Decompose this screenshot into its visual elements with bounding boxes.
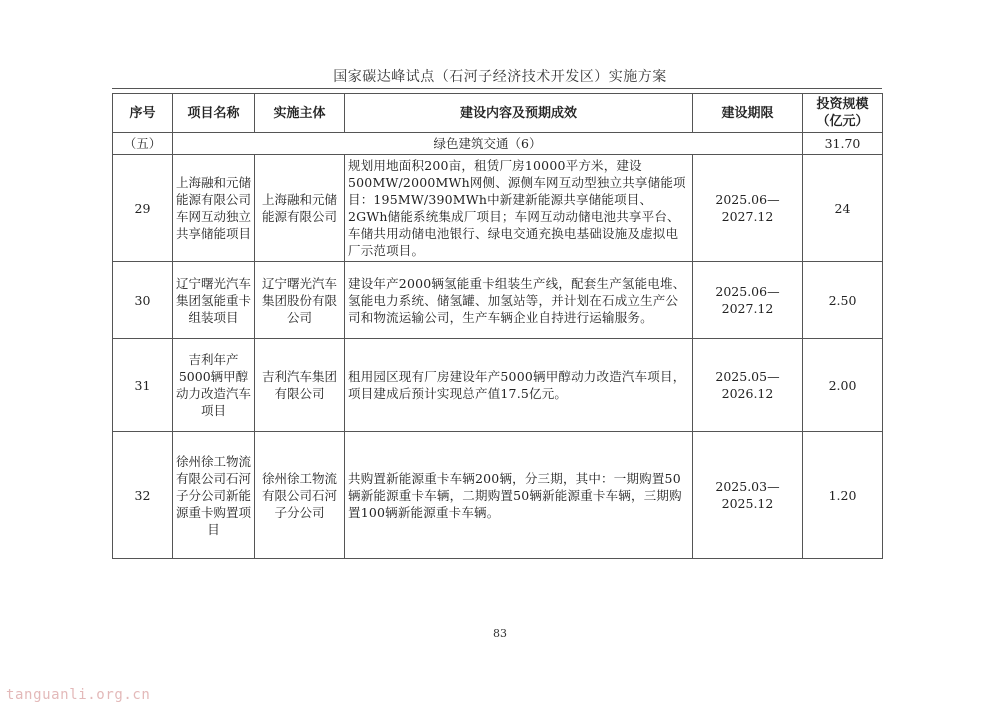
row-content: 共购置新能源重卡车辆200辆，分三期，其中：一期购置50辆新能源重卡车辆，二期购置50辆新能源重卡车辆，三期购置100辆新能源重卡车辆。 bbox=[345, 432, 693, 559]
header-content: 建设内容及预期成效 bbox=[345, 94, 693, 133]
table-row bbox=[113, 432, 883, 559]
header-seq: 序号 bbox=[113, 94, 173, 133]
row-seq: 31 bbox=[113, 339, 173, 432]
row-seq: 29 bbox=[113, 155, 173, 262]
row-seq: 30 bbox=[113, 262, 173, 339]
row-period: 2025.06—2027.12 bbox=[693, 155, 803, 262]
header-rule bbox=[112, 88, 882, 89]
category-seq: （五） bbox=[113, 133, 173, 155]
header-name: 项目名称 bbox=[173, 94, 255, 133]
header-entity: 实施主体 bbox=[255, 94, 345, 133]
header-period: 建设期限 bbox=[693, 94, 803, 133]
row-seq: 32 bbox=[113, 432, 173, 559]
row-content: 租用园区现有厂房建设年产5000辆甲醇动力改造汽车项目，项目建成后预计实现总产值17.5亿元。 bbox=[345, 339, 693, 432]
category-row bbox=[113, 133, 883, 155]
row-period: 2025.03—2025.12 bbox=[693, 432, 803, 559]
row-investment: 2.50 bbox=[803, 262, 883, 339]
table-row bbox=[113, 155, 883, 262]
category-title: 绿色建筑交通（6） bbox=[173, 133, 803, 155]
table-row bbox=[113, 262, 883, 339]
row-period: 2025.05—2026.12 bbox=[693, 339, 803, 432]
row-entity: 徐州徐工物流有限公司石河子分公司 bbox=[255, 432, 345, 559]
row-investment: 1.20 bbox=[803, 432, 883, 559]
header-investment: 投资规模（亿元） bbox=[803, 94, 883, 133]
row-content: 规划用地面积200亩，租赁厂房10000平方米，建设500MW/2000MWh网侧、源侧车网互动型独立共享储能项目：195MW/390MWh中新建新能源共享储能项目、2GWh储能系统集成厂项目；车网互动动储电池共享平台、车储共用动储电池银行、绿电交通充换电基础设施及虚拟电厂示范项目。 bbox=[345, 155, 693, 262]
row-project-name: 徐州徐工物流有限公司石河子分公司新能源重卡购置项目 bbox=[173, 432, 255, 559]
row-investment: 24 bbox=[803, 155, 883, 262]
watermark-text: tanguanli.org.cn bbox=[6, 687, 151, 703]
table-row bbox=[113, 339, 883, 432]
table-header-row bbox=[113, 94, 883, 133]
row-entity: 吉利汽车集团有限公司 bbox=[255, 339, 345, 432]
row-project-name: 辽宁曙光汽车集团氢能重卡组装项目 bbox=[173, 262, 255, 339]
page-header-title: 国家碳达峰试点（石河子经济技术开发区）实施方案 bbox=[333, 69, 667, 85]
row-content: 建设年产2000辆氢能重卡组装生产线，配套生产氢能电堆、氢能电力系统、储氢罐、加氢站等，并计划在石成立生产公司和物流运输公司，生产车辆企业自持进行运输服务。 bbox=[345, 262, 693, 339]
row-project-name: 上海融和元储能源有限公司车网互动独立共享储能项目 bbox=[173, 155, 255, 262]
category-investment: 31.70 bbox=[803, 133, 883, 155]
project-table bbox=[112, 93, 883, 559]
page-number: 83 bbox=[493, 627, 507, 640]
row-entity: 辽宁曙光汽车集团股份有限公司 bbox=[255, 262, 345, 339]
row-entity: 上海融和元储能源有限公司 bbox=[255, 155, 345, 262]
row-period: 2025.06—2027.12 bbox=[693, 262, 803, 339]
row-investment: 2.00 bbox=[803, 339, 883, 432]
row-project-name: 吉利年产5000辆甲醇动力改造汽车项目 bbox=[173, 339, 255, 432]
